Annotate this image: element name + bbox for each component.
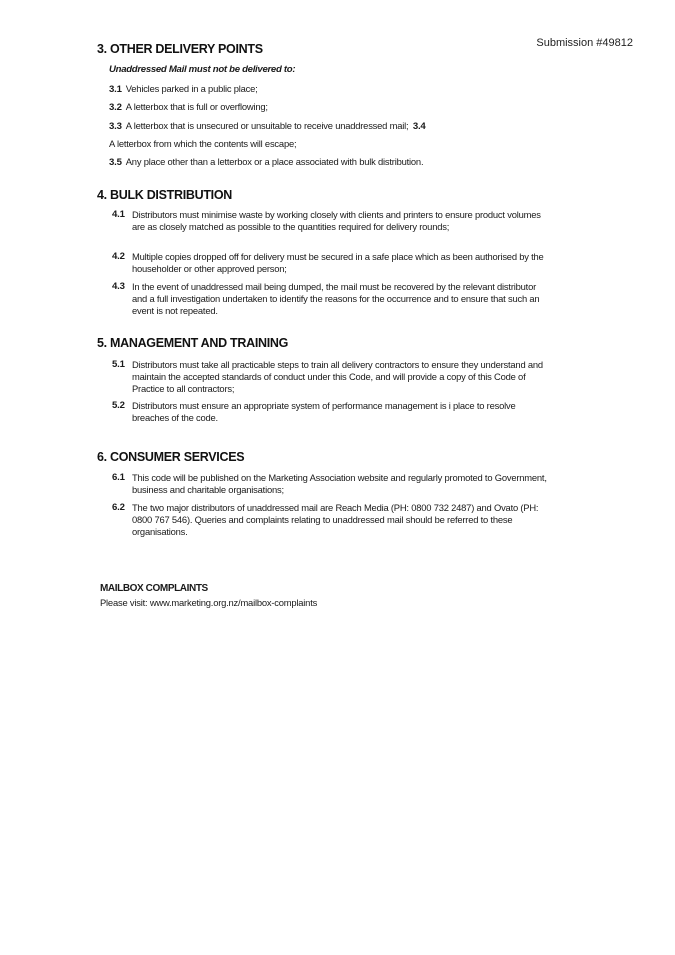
item-number: 4.2 xyxy=(112,251,125,262)
item-4-3 xyxy=(112,281,552,317)
item-5-2 xyxy=(112,400,552,424)
item-number: 3.2 xyxy=(109,102,122,113)
section-6-heading: 6. CONSUMER SERVICES xyxy=(97,450,245,464)
item-4-2 xyxy=(112,251,552,275)
section-5-heading: 5. MANAGEMENT AND TRAINING xyxy=(97,336,289,350)
item-3-2 xyxy=(109,101,268,114)
item-6-2 xyxy=(112,502,552,538)
section-3-heading: 3. OTHER DELIVERY POINTS xyxy=(97,42,263,56)
item-text: In the event of unaddressed mail being dumped, the mail must be recovered by the relevant distributor and a full investigation undertaken to identify the reasons for the occurrence and to ensure that such an event is not repeated. xyxy=(132,281,540,316)
item-number: 4.3 xyxy=(112,281,125,292)
item-4-1 xyxy=(112,209,552,233)
mailbox-complaints-heading: MAILBOX COMPLAINTS xyxy=(100,583,208,594)
item-number: 3.3 xyxy=(109,121,122,132)
item-number: 5.2 xyxy=(112,400,125,411)
item-text: A letterbox that is full or overflowing; xyxy=(125,101,268,112)
item-5-1 xyxy=(112,359,552,395)
item-text: Distributors must take all practicable steps to train all delivery contractors to ensure they understand and maintain the accepted standards of conduct under this Code, and will provide a copy of this Code of Practice to all contractors; xyxy=(132,359,543,394)
item-text: Multiple copies dropped off for delivery must be secured in a safe place which as been authorised by the householder or other approved person; xyxy=(132,251,544,274)
item-text: A letterbox from which the contents will escape; xyxy=(109,138,297,149)
item-3-4-text xyxy=(109,138,296,150)
item-3-3 xyxy=(109,120,430,133)
submission-number: Submission #49812 xyxy=(536,37,633,49)
item-text: This code will be published on the Marketing Association website and regularly promoted to Government, business and charitable organisations; xyxy=(132,472,547,495)
item-text: Distributors must ensure an appropriate system of performance management is i place to resolve breaches of the code. xyxy=(132,400,516,423)
item-text: Vehicles parked in a public place; xyxy=(125,83,258,94)
item-number: 3.1 xyxy=(109,84,122,95)
section-4-heading: 4. BULK DISTRIBUTION xyxy=(97,188,232,202)
item-6-1 xyxy=(112,472,552,496)
item-number: 6.2 xyxy=(112,502,125,513)
item-3-5 xyxy=(109,156,423,169)
item-text: The two major distributors of unaddressed mail are Reach Media (PH: 0800 732 2487) and Ovato (PH: 0800 767 546). Queries and complaints relating to unaddressed mail should be referred to these organisations. xyxy=(132,502,539,537)
item-number-trailing: 3.4 xyxy=(412,121,426,132)
section-3-subtitle: Unaddressed Mail must not be delivered to: xyxy=(109,64,296,75)
item-3-1 xyxy=(109,83,258,96)
mailbox-complaints-text: Please visit: www.marketing.org.nz/mailbox-complaints xyxy=(100,597,318,608)
item-number: 6.1 xyxy=(112,472,125,483)
item-number: 5.1 xyxy=(112,359,125,370)
item-number: 3.5 xyxy=(109,157,122,168)
item-text: Distributors must minimise waste by working closely with clients and printers to ensure product volumes are as closely matched as possible to the quantities required for delivery rounds; xyxy=(132,209,541,232)
item-text: A letterbox that is unsecured or unsuitable to receive unaddressed mail; xyxy=(125,120,409,131)
item-text: Any place other than a letterbox or a place associated with bulk distribution. xyxy=(125,156,424,167)
item-number: 4.1 xyxy=(112,209,125,220)
